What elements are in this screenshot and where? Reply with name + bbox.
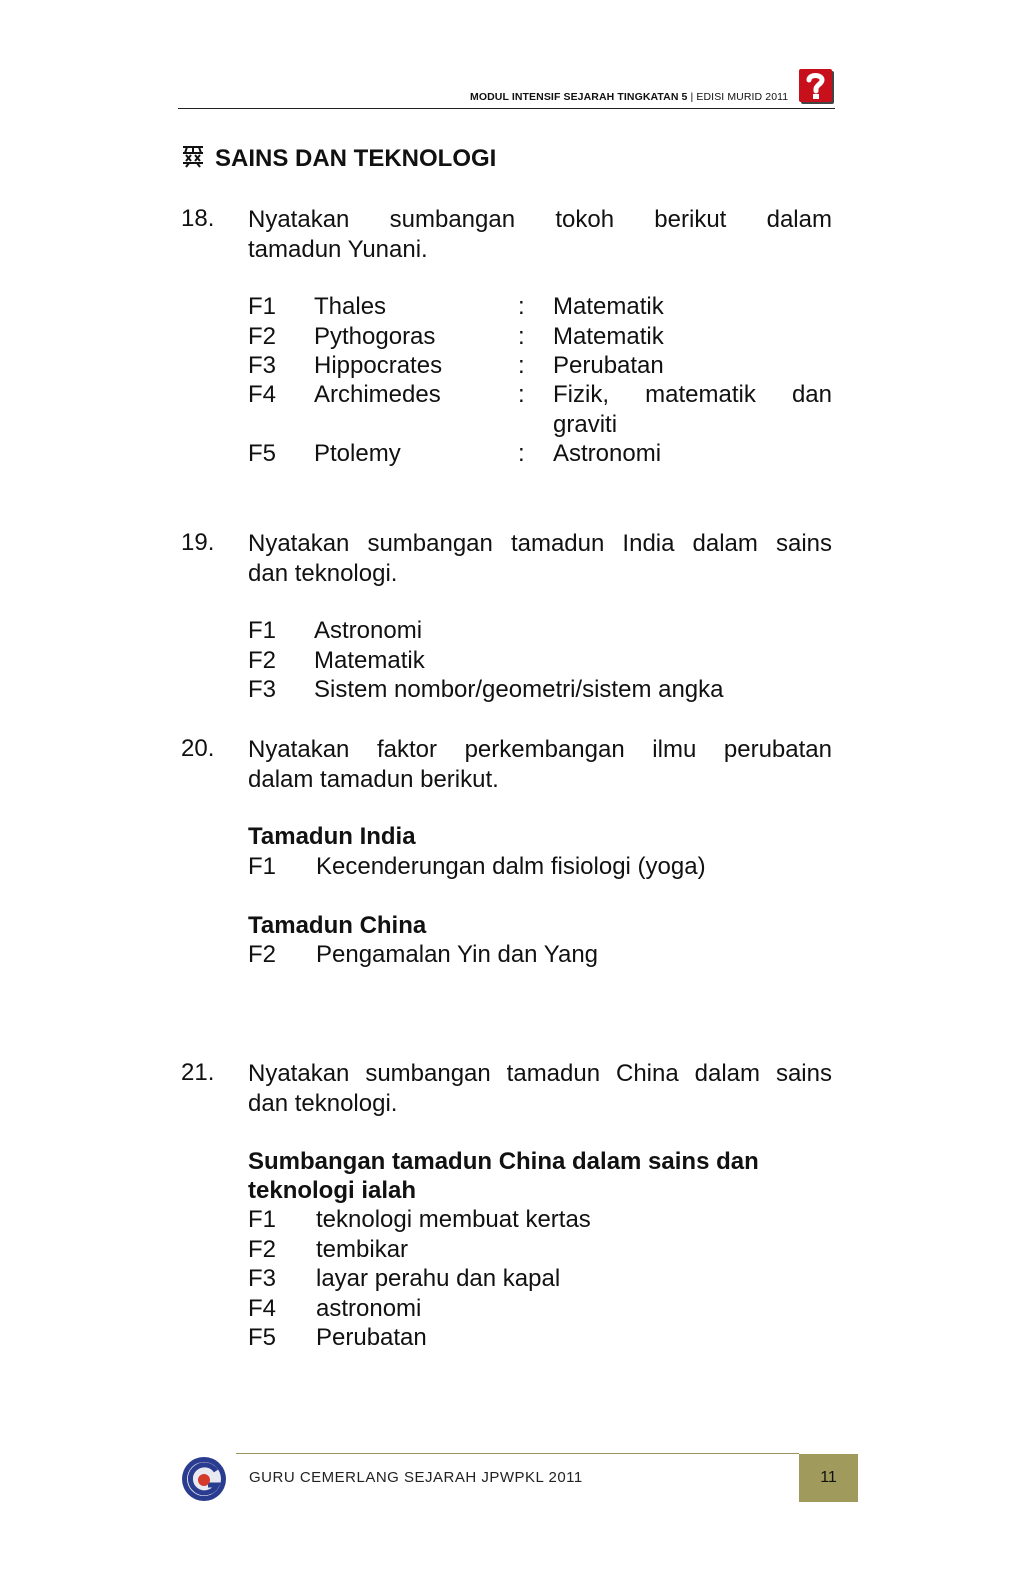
- running-header: [470, 91, 788, 103]
- item-code: F1: [248, 853, 277, 880]
- item-text: Matematik: [314, 647, 425, 674]
- value-word: dan: [791, 381, 832, 408]
- header-rule: [178, 108, 835, 109]
- question-number-21: 21.: [181, 1059, 215, 1086]
- item-value: Perubatan: [553, 352, 664, 379]
- q20-word: ilmu: [652, 736, 697, 763]
- q21-word: China: [616, 1060, 679, 1087]
- item-code: F3: [248, 676, 277, 703]
- q21-word: tamadun: [506, 1060, 601, 1087]
- section-title: [181, 144, 496, 175]
- question-number-18: 18.: [181, 205, 215, 232]
- q19-word: dalam: [692, 530, 758, 557]
- item-colon: :: [518, 440, 525, 467]
- q18-word: sumbangan: [389, 206, 516, 233]
- q20-word: faktor: [376, 736, 437, 763]
- module-title: MODUL INTENSIF SEJARAH TINGKATAN 5: [470, 91, 688, 103]
- q21-word: dalam: [694, 1060, 761, 1087]
- item-colon: :: [518, 323, 525, 350]
- edition-label: EDISI MURID 2011: [696, 91, 789, 103]
- item-colon: :: [518, 352, 525, 379]
- question-number-20: 20.: [181, 735, 215, 762]
- q18-word: dalam: [766, 206, 832, 233]
- header-separator: |: [690, 91, 694, 103]
- item-code: F4: [248, 381, 277, 408]
- subheading-tamadun-china: Tamadun China: [248, 912, 427, 939]
- q20-line2: dalam tamadun berikut.: [248, 765, 499, 793]
- item-code: F5: [248, 440, 277, 467]
- question-21-text: [248, 1059, 832, 1118]
- question-18-text: [248, 205, 832, 264]
- q19-line2: dan teknologi.: [248, 559, 398, 587]
- q20-word: Nyatakan: [248, 736, 350, 763]
- item-code: F2: [248, 323, 277, 350]
- item-code: F5: [248, 1324, 277, 1351]
- item-code: F1: [248, 617, 277, 644]
- item-value: Matematik: [553, 323, 664, 350]
- chinese-character-icon: [181, 144, 207, 175]
- item-name: Archimedes: [314, 381, 441, 408]
- footer-text: GURU CEMERLANG SEJARAH JPWPKL 2011: [249, 1469, 583, 1486]
- item-text: Sistem nombor/geometri/sistem angka: [314, 676, 724, 703]
- question-19-text: [248, 529, 832, 588]
- question-mark-icon: [799, 69, 832, 102]
- item-text: astronomi: [316, 1295, 422, 1322]
- q19-word: sumbangan: [367, 530, 493, 557]
- item-colon: :: [518, 381, 525, 408]
- item-text: Perubatan: [316, 1324, 427, 1351]
- q18-line2: tamadun Yunani.: [248, 235, 428, 263]
- page-number: 11: [799, 1454, 858, 1502]
- q21-word: sumbangan: [365, 1060, 491, 1087]
- item-name: Ptolemy: [314, 440, 401, 467]
- q21-line2: dan teknologi.: [248, 1089, 398, 1117]
- q19-word: sains: [775, 530, 832, 557]
- item-code: F3: [248, 352, 277, 379]
- item-code: F2: [248, 647, 277, 674]
- item-name: Hippocrates: [314, 352, 443, 379]
- q19-word: Nyatakan: [248, 530, 350, 557]
- item-text: Kecenderungan dalm fisiologi (yoga): [316, 853, 706, 880]
- item-colon: :: [518, 293, 525, 320]
- q21-word: Nyatakan: [248, 1060, 350, 1087]
- q19-word: tamadun: [510, 530, 605, 557]
- question-number-19: 19.: [181, 529, 215, 556]
- subheading-tamadun-india: Tamadun India: [248, 823, 416, 850]
- value-word: Fizik,: [553, 381, 609, 408]
- q21-word: sains: [775, 1060, 832, 1087]
- q19-word: India: [622, 530, 675, 557]
- q20-word: perkembangan: [464, 736, 625, 763]
- subheading-sumbangan-line1: Sumbangan tamadun China dalam sains dan: [248, 1148, 759, 1175]
- item-text: teknologi membuat kertas: [316, 1206, 591, 1233]
- item-code: F4: [248, 1295, 277, 1322]
- q18-word: berikut: [654, 206, 727, 233]
- item-code: F2: [248, 1236, 277, 1263]
- q18-word: tokoh: [555, 206, 615, 233]
- item-text: tembikar: [316, 1236, 409, 1263]
- q18-word: Nyatakan: [248, 206, 350, 233]
- item-code: F1: [248, 293, 277, 320]
- item-value: Astronomi: [553, 440, 662, 467]
- gc-logo-icon: [180, 1455, 228, 1503]
- item-code: F3: [248, 1265, 277, 1292]
- value-word: matematik: [645, 381, 756, 408]
- item-value-line2: graviti: [553, 411, 618, 438]
- item-text: Astronomi: [314, 617, 423, 644]
- item-code: F2: [248, 941, 277, 968]
- q20-word: perubatan: [723, 736, 832, 763]
- footer-rule: [236, 1453, 799, 1454]
- item-text: Pengamalan Yin dan Yang: [316, 941, 599, 968]
- item-value: [553, 381, 832, 409]
- question-20-text: [248, 735, 832, 794]
- item-value: Matematik: [553, 293, 664, 320]
- subheading-sumbangan-line2: teknologi ialah: [248, 1177, 417, 1204]
- item-name: Pythogoras: [314, 323, 436, 350]
- item-code: F1: [248, 1206, 277, 1233]
- section-title-text: SAINS DAN TEKNOLOGI: [215, 145, 497, 172]
- item-name: Thales: [314, 293, 387, 320]
- item-text: layar perahu dan kapal: [316, 1265, 561, 1292]
